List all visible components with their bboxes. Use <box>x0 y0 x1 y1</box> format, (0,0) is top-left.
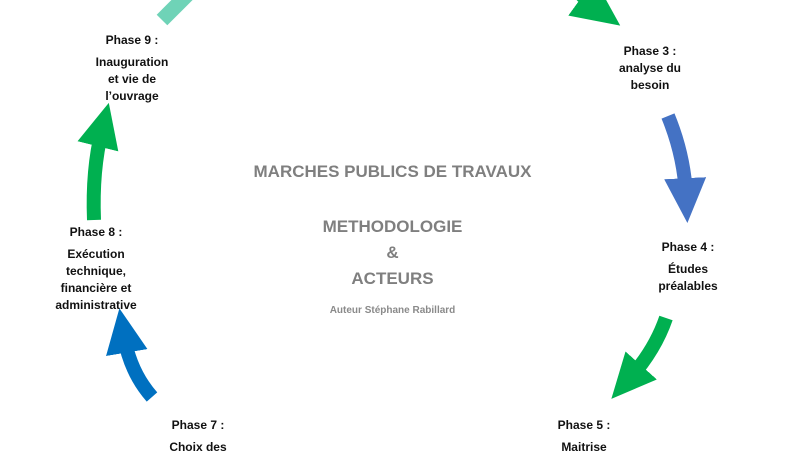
phase-7 <box>150 417 246 456</box>
phase-7-description: Choix des <box>169 440 227 454</box>
arrow-4-to-5 <box>630 318 666 378</box>
subtitle-acteurs: ACTEURS <box>351 269 434 288</box>
phase-4-title: Phase 4 : <box>661 240 715 254</box>
subtitle-ampersand: & <box>386 243 399 262</box>
diagram-subtitle <box>220 214 565 292</box>
arrow-2-to-3 <box>570 0 596 8</box>
arrow-8-to-9 <box>94 130 102 220</box>
phase-3-title: Phase 3 : <box>623 44 677 58</box>
phase-8-title: Phase 8 : <box>69 225 123 239</box>
author-credit: Auteur Stéphane Rabillard <box>329 305 456 316</box>
phase-7-title: Phase 7 : <box>171 418 225 432</box>
diagram-title: MARCHES PUBLICS DE TRAVAUX <box>253 162 532 181</box>
phase-9 <box>84 32 180 105</box>
phase-9-description: Inauguration et vie de l’ouvrage <box>95 55 169 103</box>
phase-8-description: Exécution technique, financière et administrative <box>55 247 137 312</box>
arrow-3-to-4 <box>668 116 686 195</box>
phase-5 <box>536 417 632 456</box>
phase-9-title: Phase 9 : <box>105 33 159 47</box>
phase-3 <box>602 43 698 94</box>
arrow-9-to-1 <box>162 0 188 20</box>
phase-8 <box>36 224 156 314</box>
phase-4 <box>640 239 736 295</box>
phase-5-description: Maitrise <box>561 440 607 454</box>
phase-3-description: analyse du besoin <box>618 61 682 92</box>
phase-5-title: Phase 5 : <box>557 418 611 432</box>
phase-4-description: Études préalables <box>658 262 718 293</box>
subtitle-methodologie: METHODOLOGIE <box>322 217 463 236</box>
arrow-7-to-8 <box>124 336 152 397</box>
